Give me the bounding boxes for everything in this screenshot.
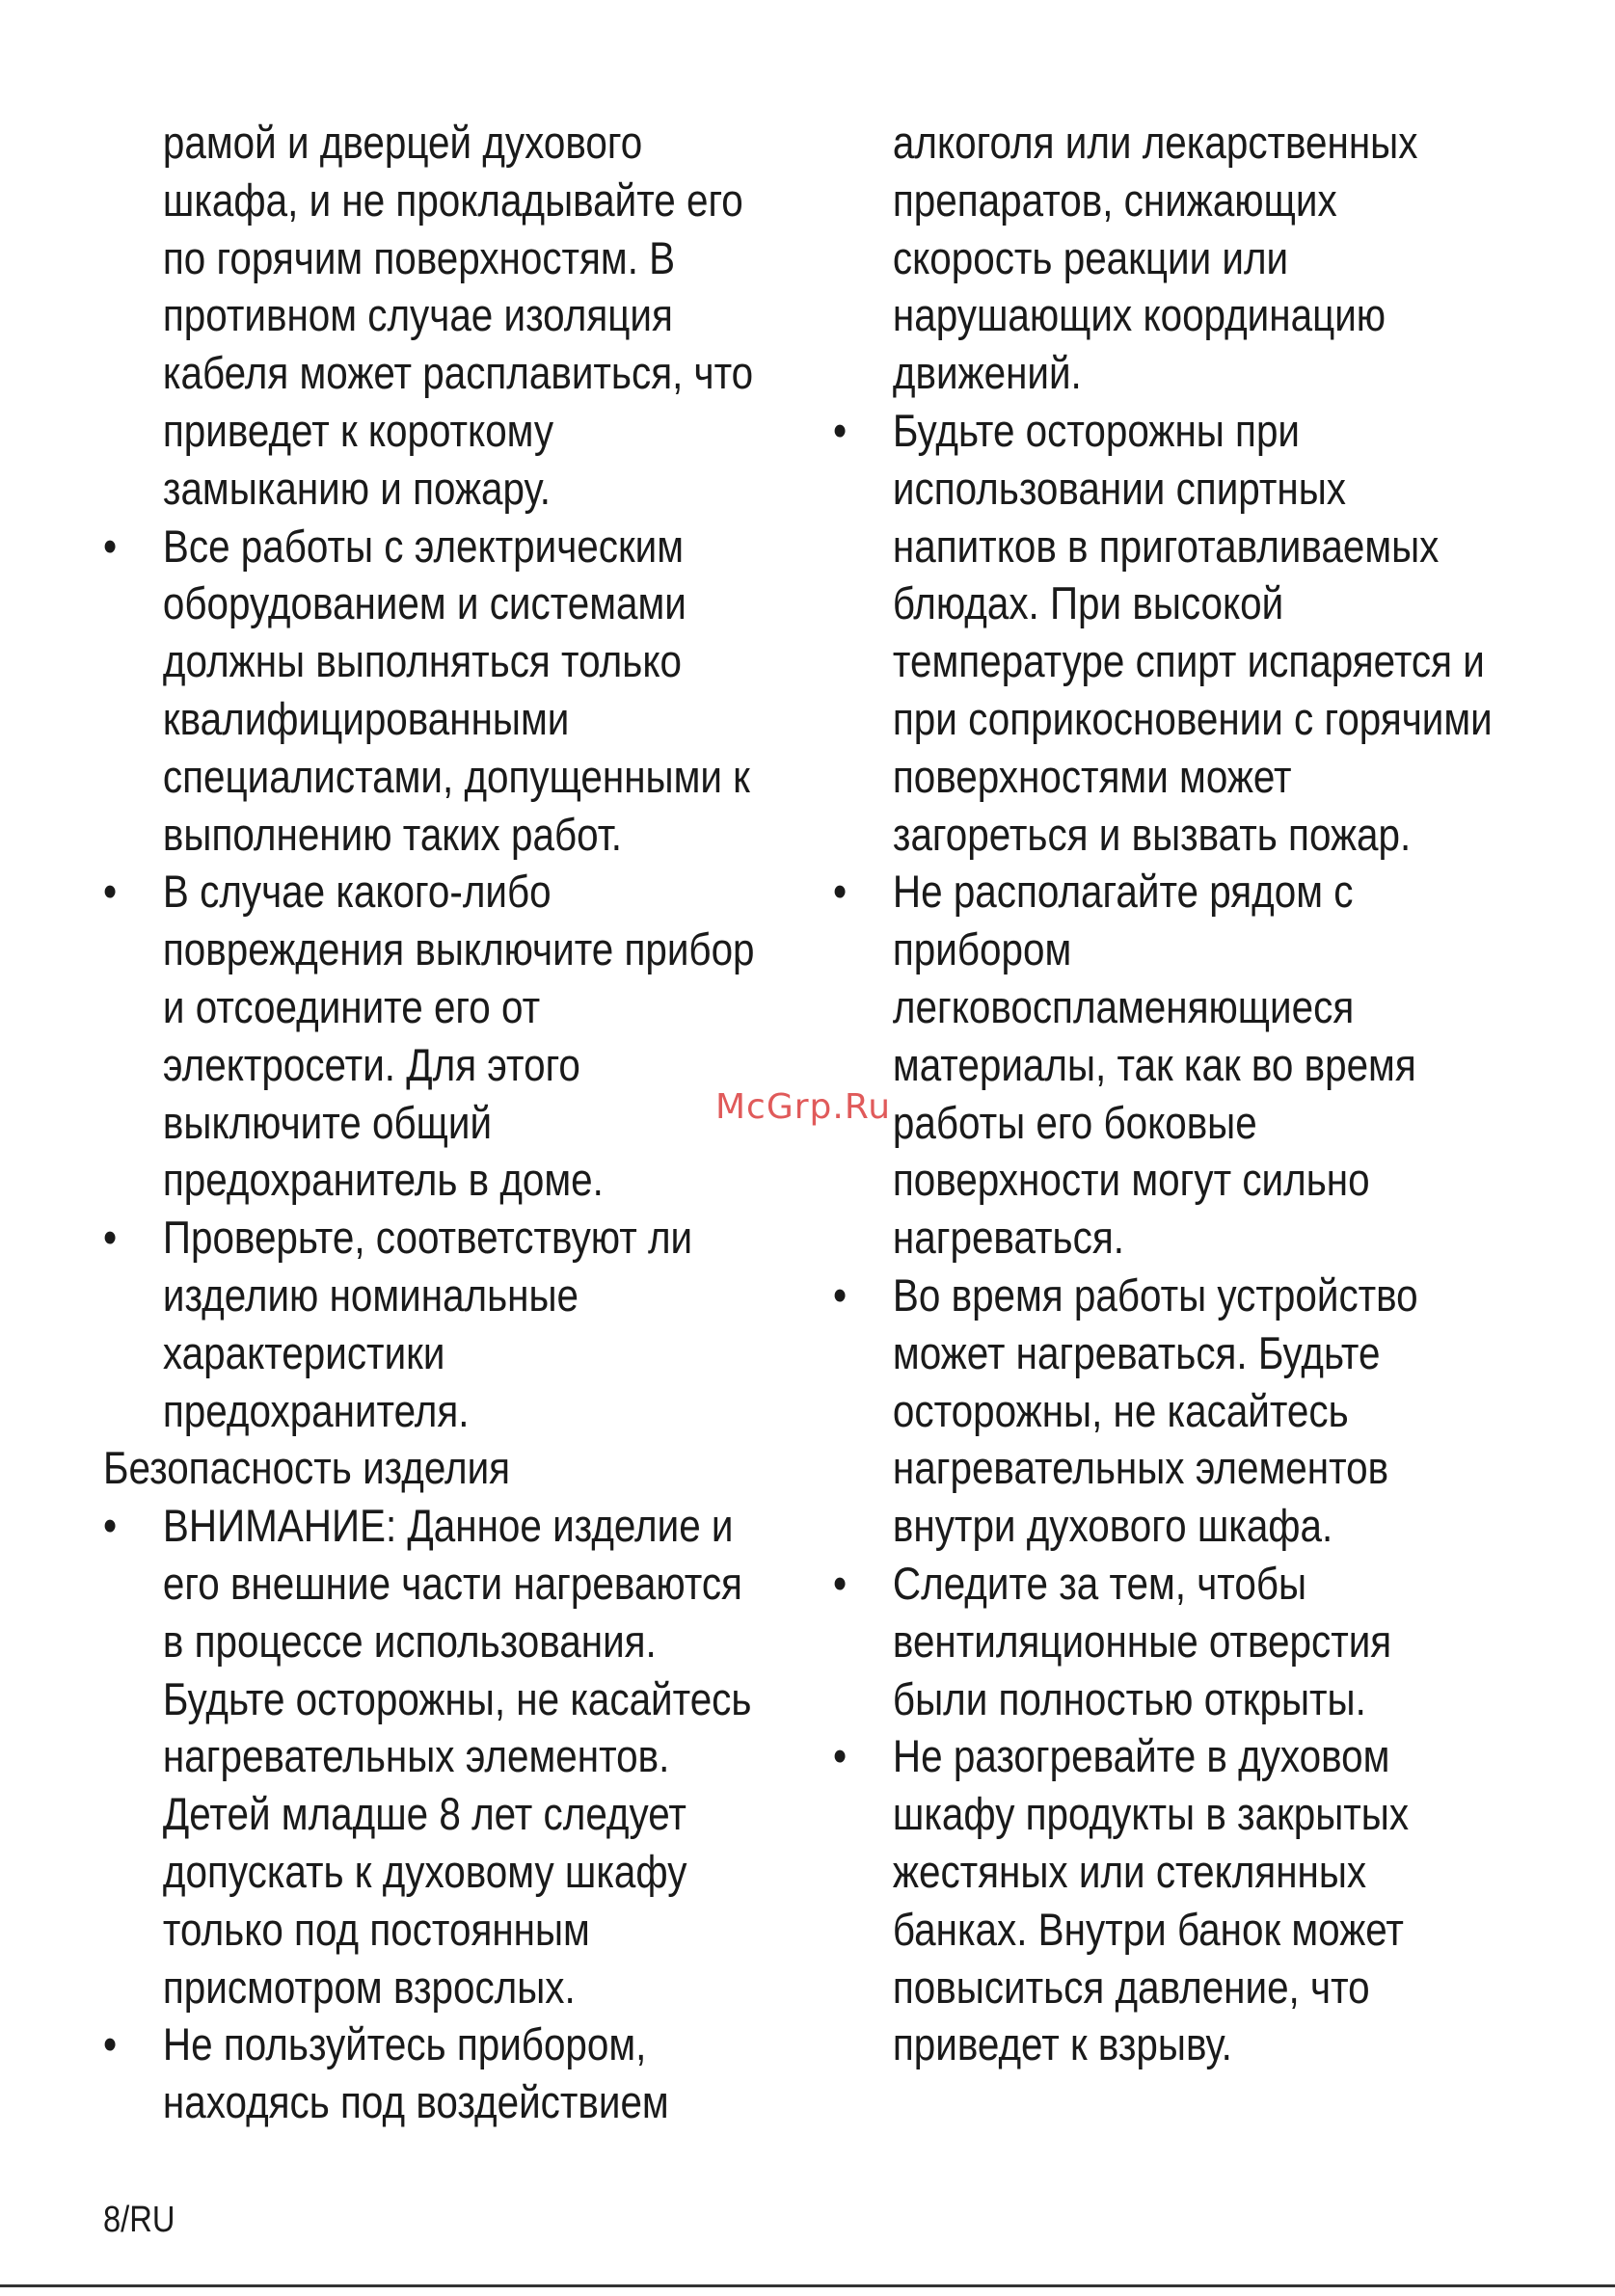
list-item-text: Не разогревайте в духовом шкафу продукты в закрытых жестяных или стеклянных банках. Внутри банок может повыситься давление, что приведет к взрыву. (892, 1730, 1410, 2070)
list-item-text: Все работы с электрическим оборудованием и системами должны выполняться только квалифицированными специалистами, допущенными к выполнению таких работ. (162, 520, 750, 860)
bullet-icon: • (103, 1212, 118, 1264)
list-item (103, 1209, 758, 1439)
paragraph-text: алкоголя или лекарственных препаратов, снижающих скорость реакции или нарушающих координацию движений. (892, 117, 1418, 399)
list-item (833, 402, 1493, 863)
bullet-icon: • (103, 866, 118, 918)
bullet-icon: • (833, 404, 848, 456)
list-item (103, 2016, 758, 2131)
bullet-icon: • (103, 2018, 118, 2070)
page-number: 8/RU (103, 2200, 175, 2240)
list-item-text: В случае какого-либо повреждения выключите прибор и отсоедините его от электросети. Для этого выключите общий предохранитель в доме. (162, 866, 755, 1206)
list-item-text: Будьте осторожны при использовании спиртных напитков в приготавливаемых блюдах. При высокой температуре спирт испаряется и при соприкосновении с горячими поверхностями может загореться и вызвать пожар. (892, 404, 1493, 860)
bullet-icon: • (833, 1557, 848, 1609)
bullet-icon: • (103, 1500, 118, 1552)
right-column (833, 114, 1493, 2073)
list-item (833, 1267, 1493, 1555)
left-column (103, 114, 758, 2131)
bullet-icon: • (833, 1730, 848, 1782)
list-item-text: Не пользуйтесь прибором, находясь под воздействием (162, 2018, 669, 2128)
list-item (833, 1727, 1493, 2073)
paragraph-text: рамой и дверцей духового шкафа, и не прокладывайте его по горячим поверхностям. В противном случае изоляция кабеля может расплавиться, что приведет к короткому замыканию и пожару. (162, 117, 754, 514)
list-item-text: Следите за тем, чтобы вентиляционные отверстия были полностью открыты. (892, 1557, 1392, 1724)
list-item (103, 518, 758, 864)
list-item (833, 1555, 1493, 1727)
left-continuation-paragraph (103, 114, 758, 518)
bullet-icon: • (833, 866, 848, 918)
section-heading: Безопасность изделия (103, 1442, 511, 1494)
list-item (103, 863, 758, 1209)
list-item-text: Проверьте, соответствуют ли изделию номинальные характеристики предохранителя. (162, 1212, 693, 1436)
bottom-divider (0, 2284, 1615, 2287)
list-item-text: Во время работы устройство может нагреваться. Будьте осторожны, не касайтесь нагревательных элементов внутри духового шкафа. (892, 1268, 1418, 1552)
bullet-icon: • (833, 1268, 848, 1321)
watermark: McGrp.Ru (715, 1087, 892, 1127)
right-continuation-paragraph (833, 114, 1493, 402)
list-item-text: Не располагайте рядом с прибором легковоспламеняющиеся материалы, так как во время работы его боковые поверхности могут сильно нагреваться. (892, 866, 1416, 1264)
bullet-icon: • (103, 520, 118, 572)
list-item (833, 863, 1493, 1267)
list-item (103, 1497, 758, 2016)
list-item-text: ВНИМАНИЕ: Данное изделие и его внешние части нагреваются в процессе использования. Будьте осторожны, не касайтесь нагревательных элементов. Детей младше 8 лет следует допускать к духовому шкафу только под постоянным присмотром взрослых. (162, 1500, 752, 2013)
